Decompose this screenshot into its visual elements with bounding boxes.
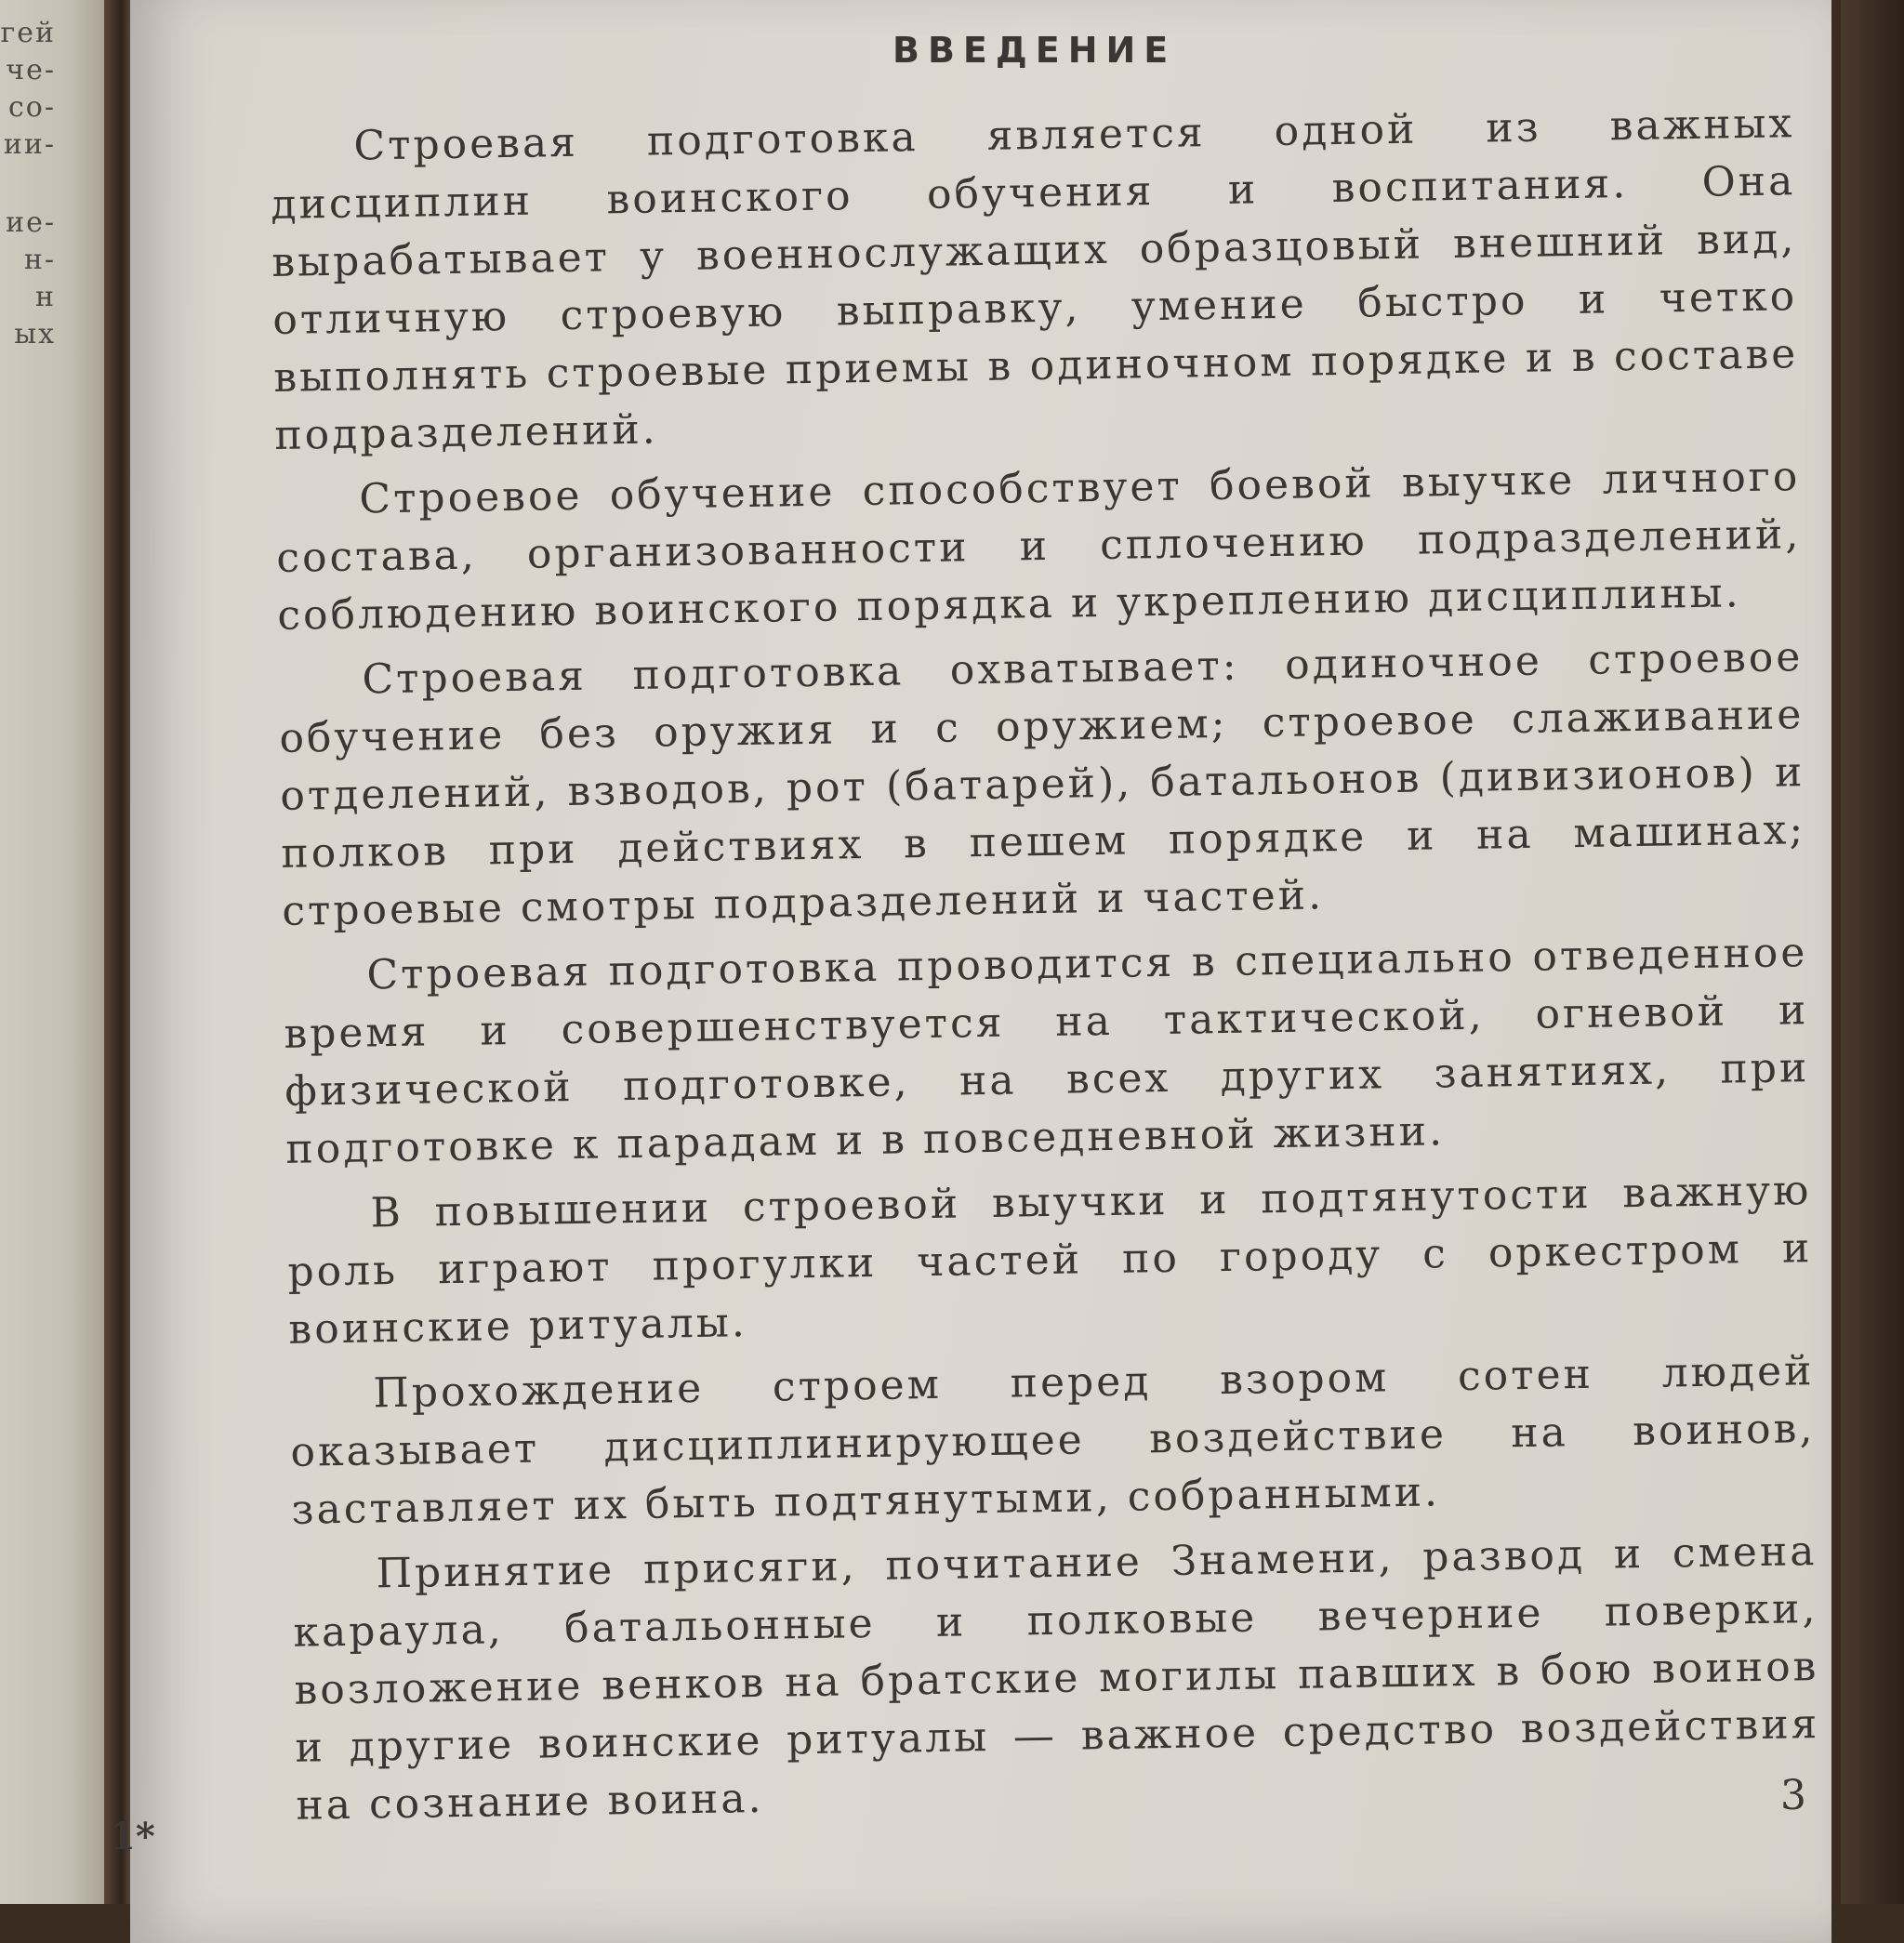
signature-mark: 1* [110,1815,155,1858]
paragraph: В повышении строевой выучки и подтянутости важную роль играют прогулки частей по городу с оркестром и воинские ритуалы. [287,1167,1813,1354]
paragraph: Строевая подготовка проводится в специально отведенное время и совершенствуется на тактической, огневой и физической подготовке, на всех других занятиях, при подготовке к парадам и в повседневной жизни. [284,929,1810,1173]
previous-page-fragment: ии- [3,128,56,161]
book-page [130,0,1831,1943]
paragraph: Принятие присяги, почитание Знамени, развод и смена караула, батальонные и полковые вечерние поверки, возложение венков на братские могилы павших в бою воинов и другие воинские ритуалы — важное средство воздействия на сознание воина. [293,1527,1820,1830]
page-edge-background [1841,0,1904,1904]
previous-page-fragment: н [35,281,56,313]
previous-page-fragment: ых [14,318,56,350]
previous-page-fragment: со- [8,91,56,124]
previous-page [0,0,112,1904]
paragraph: Строевое обучение способствует боевой выучке личного состава, организованности и сплочению подразделений, соблюдению воинского порядка и укреплению дисциплины. [276,453,1802,640]
page-title: ВВЕДЕНИЕ [892,30,1177,71]
paragraph: Строевая подготовка является одной из важных дисциплин воинского обучения и воспитания. Она вырабатывает у военнослужащих образцовый внешний вид, отличную строевую выправку, умение быстро и четко выполнять строевые приемы в одиночном порядке и в составе подразделений. [271,99,1799,459]
previous-page-fragment: ие- [6,206,56,239]
previous-page-fragment: н- [23,244,56,276]
previous-page-fragment: че- [6,54,56,86]
previous-page-fragment: гей [0,17,56,49]
paragraph: Строевая подготовка охватывает: одиночное строевое обучение без оружия и с оружием; строевое слаживание отделений, взводов, рот (батарей), батальонов (дивизионов) и полков при действиях в пешем порядке и на машинах; строевые смотры подразделений и частей. [279,633,1806,935]
paragraph: Прохождение строем перед взором сотен людей оказывает дисциплинирующее воздействие на воинов, заставляет их быть подтянутыми, собранными. [290,1347,1816,1534]
page-number: 3 [1780,1772,1806,1819]
body-text [270,95,1821,1843]
